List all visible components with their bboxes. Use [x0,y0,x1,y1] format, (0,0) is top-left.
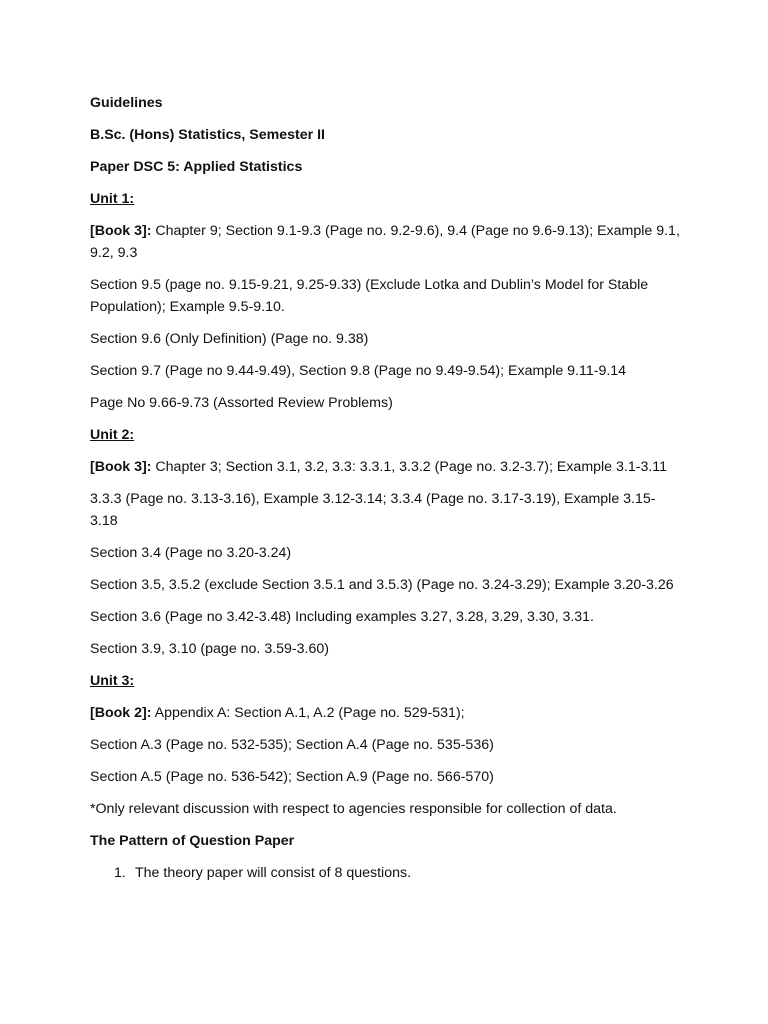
unit-2-paragraph: Section 3.9, 3.10 (page no. 3.59-3.60) [90,641,329,657]
list-item [90,862,680,884]
pattern-heading: The Pattern of Question Paper [90,833,295,849]
unit-1-heading: Unit 1: [90,191,135,207]
unit-3-paragraph [90,702,680,724]
unit-2-paragraph [90,456,680,478]
course-name: B.Sc. (Hons) Statistics, Semester II [90,127,325,143]
unit-3-paragraph: Section A.5 (Page no. 536-542); Section A.9 (Page no. 566-570) [90,769,494,785]
unit-2-paragraph: Section 3.5, 3.5.2 (exclude Section 3.5.1 and 3.5.3) (Page no. 3.24-3.29); Example 3.20-3.26 [90,577,674,593]
pattern-list [90,862,680,884]
unit-3-paragraph: Section A.3 (Page no. 532-535); Section A.4 (Page no. 535-536) [90,737,494,753]
unit-1-paragraph: Page No 9.66-9.73 (Assorted Review Problems) [90,395,393,411]
unit-2-paragraph: Section 3.4 (Page no 3.20-3.24) [90,545,292,561]
unit-1-paragraph: Section 9.6 (Only Definition) (Page no. 9.38) [90,331,369,347]
unit-2-heading: Unit 2: [90,427,135,443]
unit-3-heading: Unit 3: [90,673,135,689]
unit-2-paragraph: 3.3.3 (Page no. 3.13-3.16), Example 3.12-3.14; 3.3.4 (Page no. 3.17-3.19), Example 3.15-3.18 [90,491,656,529]
paper-name: Paper DSC 5: Applied Statistics [90,159,303,175]
list-item-text: The theory paper will consist of 8 questions. [135,865,412,881]
list-item-number: 1. [114,865,126,881]
unit-1-paragraph [90,220,680,264]
book-reference-label: [Book 3]: [90,223,152,239]
footnote: *Only relevant discussion with respect to agencies responsible for collection of data. [90,801,617,817]
paragraph-text: Chapter 9; Section 9.1-9.3 (Page no. 9.2-9.6), 9.4 (Page no 9.6-9.13); Example 9.1, 9.2, 9.3 [90,223,680,261]
unit-1-paragraph: Section 9.7 (Page no 9.44-9.49), Section 9.8 (Page no 9.49-9.54); Example 9.11-9.14 [90,363,627,379]
unit-2-paragraph: Section 3.6 (Page no 3.42-3.48) Including examples 3.27, 3.28, 3.29, 3.30, 3.31. [90,609,595,625]
book-reference-label: [Book 3]: [90,459,152,475]
document-page [90,92,680,884]
paragraph-text: Appendix A: Section A.1, A.2 (Page no. 529-531); [151,705,465,721]
document-title: Guidelines [90,95,163,111]
book-reference-label: [Book 2]: [90,705,152,721]
paragraph-text: Chapter 3; Section 3.1, 3.2, 3.3: 3.3.1, 3.3.2 (Page no. 3.2-3.7); Example 3.1-3.11 [151,459,668,475]
unit-1-paragraph: Section 9.5 (page no. 9.15-9.21, 9.25-9.33) (Exclude Lotka and Dublin’s Model for Stable Population); Example 9.5-9.10. [90,277,649,315]
